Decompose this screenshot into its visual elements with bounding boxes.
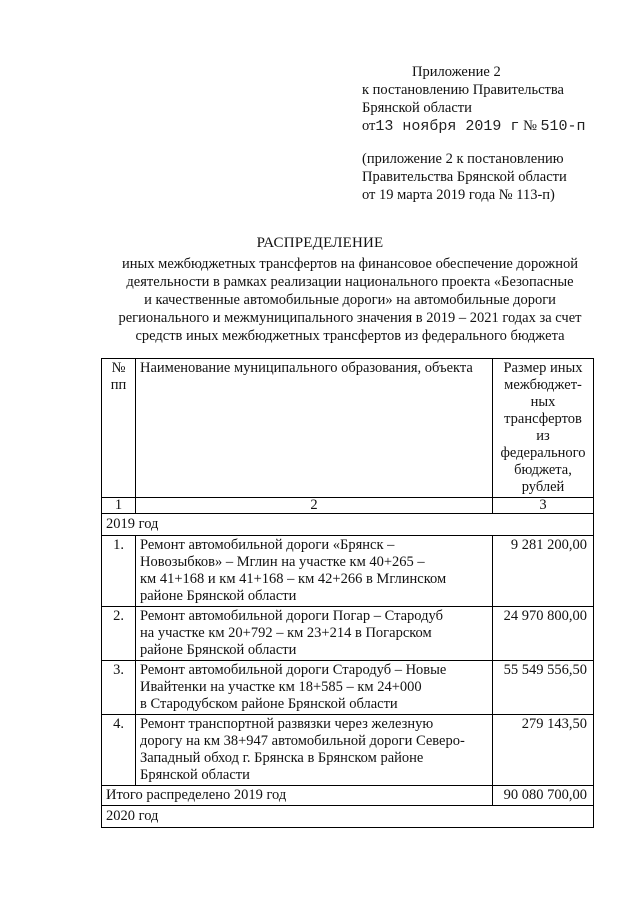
row-name-line: км 41+168 и км 41+168 – км 42+266 в Мглинском <box>140 571 447 587</box>
row-name-line: Ремонт автомобильной дороги «Брянск – <box>140 537 395 553</box>
row-name-line: Ивайтенки на участке км 18+585 – км 24+000 <box>140 679 422 695</box>
header-amount-line: рублей <box>521 479 565 495</box>
appendix-title: Приложение 2 <box>412 64 501 80</box>
distribution-table <box>101 358 594 828</box>
subtitle-line-1: иных межбюджетных трансфертов на финансовое обеспечение дорожной <box>122 256 578 272</box>
row-name-line: районе Брянской области <box>140 588 297 604</box>
row-name-line: Западный обход г. Брянска в Брянском районе <box>140 750 424 766</box>
year-label: 2020 год <box>102 806 594 828</box>
row-name <box>136 536 493 607</box>
row-name-line: дорогу на км 38+947 автомобильной дороги Северо- <box>140 733 465 749</box>
total-amount: 90 080 700,00 <box>493 786 594 806</box>
header-amount-line: федерального <box>500 445 586 461</box>
header-number <box>102 359 136 498</box>
row-number: 2. <box>102 607 136 661</box>
row-name <box>136 661 493 715</box>
table-row <box>102 607 594 661</box>
appendix-number: 510-п <box>540 118 586 135</box>
table-row <box>102 715 594 786</box>
row-name <box>136 607 493 661</box>
row-name-line: Ремонт автомобильной дороги Стародуб – Новые <box>140 662 447 678</box>
table-row <box>102 536 594 607</box>
row-name <box>136 715 493 786</box>
row-amount: 279 143,50 <box>493 715 594 786</box>
header-number-sign: № <box>111 360 126 376</box>
header-amount-line: бюджета, <box>514 462 572 478</box>
row-name-line: Ремонт автомобильной дороги Погар – Стародуб <box>140 608 443 624</box>
previous-appendix-note <box>362 150 567 204</box>
row-amount: 24 970 800,00 <box>493 607 594 661</box>
row-name-line: Брянской области <box>140 767 250 783</box>
row-number: 3. <box>102 661 136 715</box>
row-number: 1. <box>102 536 136 607</box>
table-row <box>102 661 594 715</box>
column-index: 2 <box>136 498 493 514</box>
row-name-line: Ремонт транспортной развязки через железную <box>140 716 434 732</box>
header-name: Наименование муниципального образования, объекта <box>136 359 493 498</box>
column-index: 1 <box>102 498 136 514</box>
row-name-line: в Стародубском районе Брянской области <box>140 696 398 712</box>
year-row-2020 <box>102 806 594 828</box>
subtitle-line-4: регионального и межмуниципального значения в 2019 – 2021 годах за счет <box>118 310 582 326</box>
header-amount-line: Размер иных <box>503 360 583 376</box>
table-header-row <box>102 359 594 498</box>
prev-line-3: от 19 марта 2019 года № 113-п) <box>362 187 555 203</box>
row-amount: 55 549 556,50 <box>493 661 594 715</box>
header-number-pp: пп <box>110 377 127 393</box>
document-subtitle <box>100 255 600 345</box>
column-index-row <box>102 498 594 514</box>
header-amount-line: ных <box>530 394 556 410</box>
year-label: 2019 год <box>102 514 594 536</box>
column-index: 3 <box>493 498 594 514</box>
header-amount-line: из <box>536 428 550 444</box>
appendix-block <box>362 63 586 136</box>
header-amount <box>493 359 594 498</box>
header-amount-line: межбюджет- <box>504 377 582 393</box>
row-number: 4. <box>102 715 136 786</box>
year-row-2019 <box>102 514 594 536</box>
prev-line-2: Правительства Брянской области <box>362 169 567 185</box>
row-amount: 9 281 200,00 <box>493 536 594 607</box>
subtitle-line-2: деятельности в рамках реализации национального проекта «Безопасные <box>126 274 574 290</box>
document-title: РАСПРЕДЕЛЕНИЕ <box>256 235 384 251</box>
subtitle-line-3: и качественные автомобильные дороги» на автомобильные дороги <box>144 292 556 308</box>
header-amount-line: трансфертов <box>504 411 582 427</box>
subtitle-line-5: средств иных межбюджетных трансфертов из федерального бюджета <box>135 328 565 344</box>
appendix-date-line <box>362 117 586 136</box>
row-name-line: Новозыбков» – Мглин на участке км 40+265 – <box>140 554 425 570</box>
appendix-date-prefix: от <box>362 118 376 134</box>
appendix-number-label: № <box>523 118 537 134</box>
appendix-line-3: Брянской области <box>362 100 472 116</box>
total-label: Итого распределено 2019 год <box>102 786 493 806</box>
row-name-line: на участке км 20+792 – км 23+214 в Погарском <box>140 625 432 641</box>
total-row <box>102 786 594 806</box>
appendix-line-2: к постановлению Правительства <box>362 82 564 98</box>
appendix-date: 13 ноября 2019 г <box>375 118 520 135</box>
prev-line-1: (приложение 2 к постановлению <box>362 151 564 167</box>
row-name-line: районе Брянской области <box>140 642 297 658</box>
